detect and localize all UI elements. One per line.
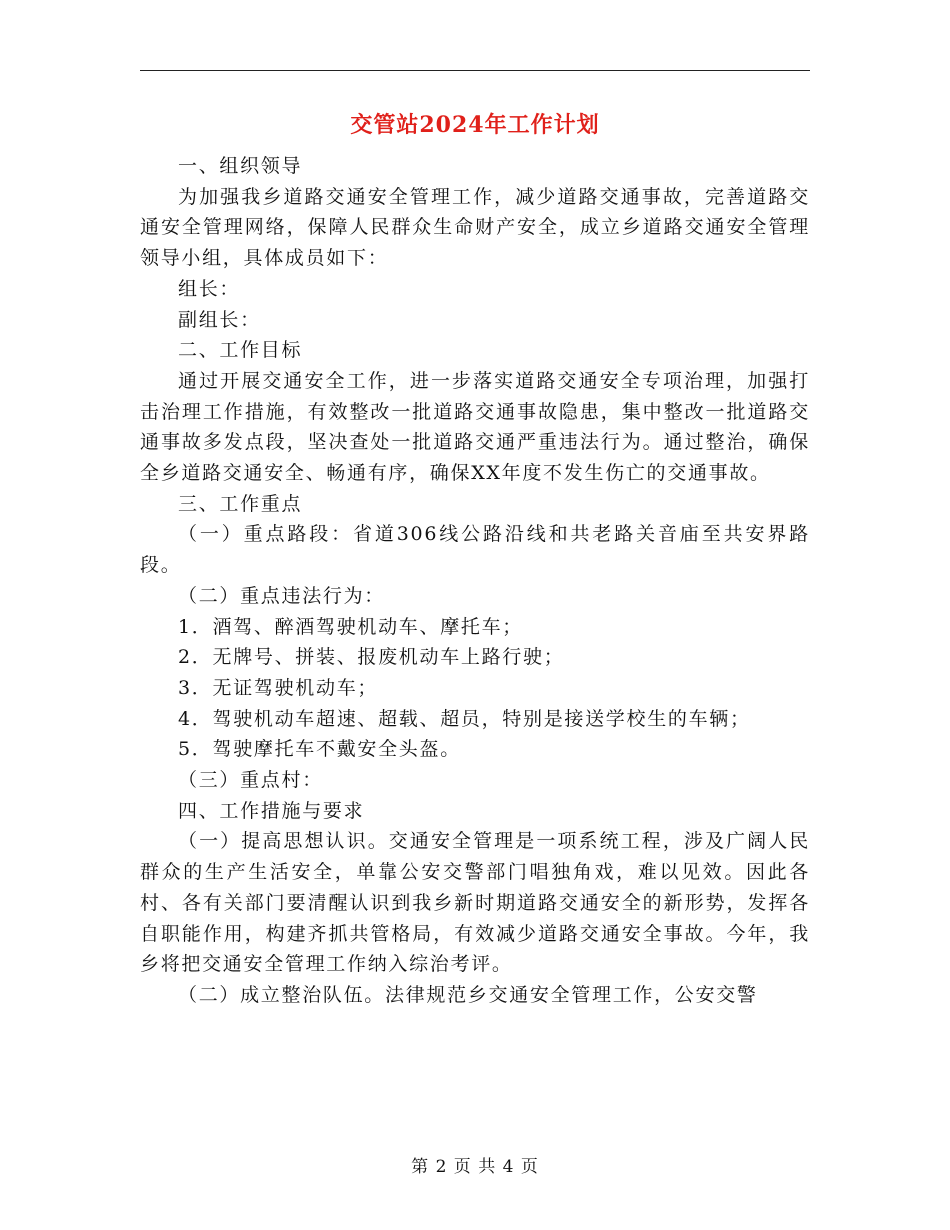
paragraph: 通过开展交通安全工作，进一步落实道路交通安全专项治理，加强打击治理工作措施，有效整改一批道路交通事故隐患，集中整改一批道路交通事故多发点段，坚决查处一批道路交通严重违法行为。通过整治，确保全乡道路交通安全、畅通有序，确保XX年度不发生伤亡的交通事故。 [140,369,810,485]
list-item: 4．驾驶机动车超速、超载、超员，特别是接送学校生的车辆； [178,707,751,730]
paragraph: （一）提高思想认识。交通安全管理是一项系统工程，涉及广阔人民群众的生产生活安全，单靠公安交警部门唱独角戏，难以见效。因此各村、各有关部门要清醒认识到我乡新时期道路交通安全的新形势，发挥各自职能作用，构建齐抓共管格局，有效减少道路交通安全事故。今年，我乡将把交通安全管理工作纳入综治考评。 [140,830,810,976]
footer-middle: 页 共 [453,1157,497,1177]
paragraph: 副组长： [178,308,261,331]
list-item: 5．驾驶摩托车不戴安全头盔。 [178,738,461,761]
footer-total-pages: 4 [502,1157,515,1177]
paragraph: （二）重点违法行为： [178,584,386,607]
document-body [140,151,810,1011]
list-item: 3．无证驾驶机动车； [178,676,379,699]
paragraph: （一）重点路段：省道306线公路沿线和共老路关音庙至共安界路段。 [140,523,810,577]
paragraph: （三）重点村： [178,769,323,792]
footer-suffix: 页 [520,1157,539,1177]
paragraph: （二）成立整治队伍。法律规范乡交通安全管理工作，公安交警 [178,983,758,1006]
paragraph: 组长： [178,277,241,300]
footer-page-number: 2 [435,1157,448,1177]
section-heading: 一、组织领导 [178,155,303,177]
footer-prefix: 第 [411,1157,430,1177]
header-rule [140,70,810,71]
section-heading: 三、工作重点 [178,492,303,515]
list-item: 1．酒驾、醉酒驾驶机动车、摩托车； [178,615,523,638]
page-footer [0,1155,950,1179]
list-item: 2．无牌号、拼装、报废机动车上路行驶； [178,646,565,669]
section-heading: 二、工作目标 [178,339,303,362]
section-heading: 四、工作措施与要求 [178,799,365,822]
document-title: 交管站2024年工作计划 [350,112,600,138]
paragraph: 为加强我乡道路交通安全管理工作，减少道路交通事故，完善道路交通安全管理网络，保障人民群众生命财产安全，成立乡道路交通安全管理领导小组，具体成员如下： [140,185,810,270]
